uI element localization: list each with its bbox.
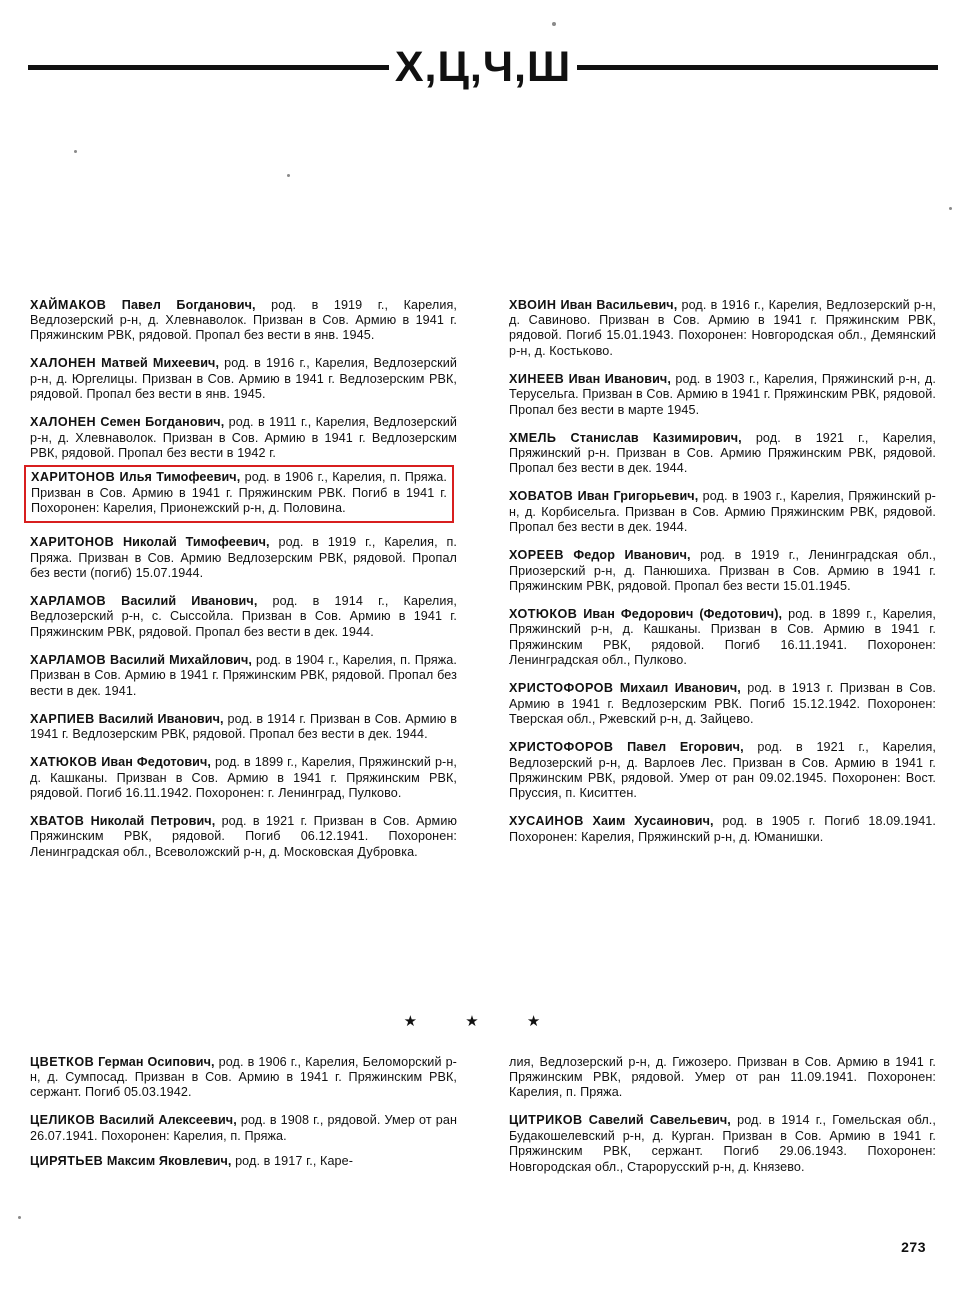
entry-body: род. в 1919 г., Карелия, Ведлозерский р-н, д. Хлевнаволок. Призван в Сов. Армию в 1941 г. Пряжинским РВК, рядовой. Пропал без вести в янв. 1945. (30, 297, 457, 343)
column-right-upper (509, 285, 936, 861)
entry-surname: ХМЕЛЬ (509, 430, 557, 445)
entry-surname: ХАРИТОНОВ (31, 470, 116, 485)
entry-surname: ХВОИН (509, 297, 557, 312)
highlighted-entry (24, 465, 454, 522)
column-right-lower (509, 1042, 936, 1176)
scan-speck (552, 22, 556, 26)
entry (30, 298, 457, 344)
entry-given-name: Савелий Савельевич, (588, 1113, 731, 1128)
entry-surname: ХОТЮКОВ (509, 607, 578, 622)
entry-given-name: Герман Осипович, (98, 1054, 215, 1069)
entry-given-name: Николай Петрович, (90, 813, 216, 828)
entry-body: род. в 1913 г. Призван в Сов. Армию в 1941 г. Ведлозерским РВК. Погиб 15.12.1942. Похоронен: Тверская обл., Ржевский р-н, д. Зайцево. (509, 681, 936, 727)
entry-body: род. в 1908 г., рядовой. Умер от ран 26.07.1941. Похоронен: Карелия, п. Пряжа. (30, 1113, 457, 1143)
entry-continuation (509, 1055, 936, 1101)
entry-surname: ХАРИТОНОВ (30, 535, 115, 550)
entry-surname: ХАРЛАМОВ (30, 594, 107, 609)
entry (30, 1055, 457, 1101)
entry-body: лия, Ведлозерский р-н, д. Гижозеро. Призван в Сов. Армию в 1941 г. Пряжинским РВК, рядовой. Умер от ран 11.09.1941. Похоронен: Карелия, п. Пряжа. (509, 1054, 936, 1100)
entry-surname: ХАЛОНЕН (30, 415, 97, 430)
entry-body: род. в 1905 г. Погиб 18.09.1941. Похоронен: Карелия, Пряжинский р-н, д. Юманишки. (509, 814, 937, 844)
entry-body: род. в 1914 г. Призван в Сов. Армию в 1941 г. Ведлозерским РВК, рядовой. Пропал без вести в дек. 1944. (30, 711, 457, 742)
entry-surname: ХАЛОНЕН (30, 356, 97, 371)
entry (509, 372, 936, 418)
entry (30, 1154, 457, 1169)
entry-surname: ХАТЮКОВ (30, 755, 98, 770)
entry-body: род. в 1906 г., Карелия, Беломорский р-н, д. Сумпосад. Призван в Сов. Армию в 1941 г. Пряжинским РВК, сержант. Погиб 05.03.1942. (30, 1054, 457, 1100)
entry-surname: ЦИРЯТЬЕВ (30, 1154, 104, 1169)
entry (509, 489, 936, 535)
entry-body: род. в 1917 г., Каре- (231, 1154, 354, 1169)
entry-given-name: Василий Иванович, (98, 711, 224, 726)
entry-body: род. в 1914 г., Карелия, Ведлозерский р-н, с. Сыссойла. Призван в Сов. Армию в 1941 г. Пряжинским РВК, рядовой. Пропал без вести в дек. 1944. (30, 594, 457, 639)
entry-given-name: Илья Тимофеевич, (119, 470, 241, 485)
entry-body: род. в 1921 г., Карелия, Ведлозерский р-н, д. Варлоев Лес. Призван в Сов. Армию в 1941 г. Пряжинским РВК, рядовой. Умер от ран 09.02.1945. Похоронен: Вост. Пруссия, п. Киситтен. (509, 740, 936, 801)
entry-surname: ХРИСТОФОРОВ (509, 740, 614, 755)
entry-given-name: Павел Богданович, (121, 297, 256, 312)
entry-given-name: Иван Васильевич, (560, 297, 678, 312)
column-left-upper (30, 285, 457, 861)
entry-surname: ХВАТОВ (30, 813, 85, 828)
entry-body: род. в 1919 г., Ленинградская обл., Приозерский р-н, д. Панюшиха. Призван в Сов. Армию в 1941 г. Пряжинским РВК, рядовой. Пропал без вести 15.01.1945. (509, 548, 937, 594)
entry (30, 535, 457, 581)
entry-body: род. в 1899 г., Карелия, Пряжинский р-н, д. Кашканы. Призван в Сов. Армию в 1941 г. Пряжинским РВК, рядовой. Погиб 16.11.1942. Похоронен: г. Ленинград, Пулково. (30, 755, 457, 800)
lower-columns (30, 1042, 936, 1176)
entry (30, 755, 457, 801)
entry-body: род. в 1903 г., Карелия, Пряжинский р-н, д. Корбисельга. Призван в Сов. Армию Пряжинским РВК, рядовой. Пропал без вести в дек. 1944. (509, 489, 936, 535)
entry-body: род. в 1921 г., Карелия, Пряжинский р-н. Призван в Сов. Армию Пряжинским РВК, рядовой. Пропал без вести в дек. 1944. (509, 430, 936, 476)
entry-given-name: Михаил Иванович, (619, 681, 741, 696)
entry-given-name: Василий Алексеевич, (99, 1113, 237, 1128)
entry-surname: ХАЙМАКОВ (30, 297, 107, 312)
entry (30, 594, 457, 640)
section-divider-stars: ★ ★ ★ (403, 1013, 563, 1030)
entry-body: род. в 1916 г., Карелия, Ведлозерский р-н, д. Юргелицы. Призван в Сов. Армию в 1941 г. Ведлозерским РВК, рядовой. Пропал без вести в янв. 1945. (30, 356, 457, 402)
entry-surname: ХАРЛАМОВ (30, 652, 107, 667)
entry (30, 356, 457, 402)
entry (30, 1113, 457, 1144)
entry-given-name: Хаим Хусаинович, (592, 814, 714, 829)
entry-given-name: Иван Иванович, (568, 371, 671, 386)
entry (30, 653, 457, 699)
entry-surname: ЦВЕТКОВ (30, 1054, 95, 1069)
entry-surname: ХУСАИНОВ (509, 814, 584, 829)
entry-surname: ХРИСТОФОРОВ (509, 681, 614, 696)
entry (30, 712, 457, 743)
entry (509, 1113, 936, 1175)
entry (509, 740, 936, 802)
entry-body: род. в 1906 г., Карелия, п. Пряжа. Призван в Сов. Армию в 1941 г. Пряжинским РВК. Погиб в 1941 г. Похоронен: Карелия, Прионежский р-н, д. Половина. (31, 470, 447, 516)
header-rule-right (577, 65, 938, 70)
entry-body: род. в 1911 г., Карелия, Ведлозерский р-н, д. Хлевнаволок. Призван в Сов. Армию в 1941 г. Ведлозерским РВК, рядовой. Пропал без вести в 1942 г. (30, 415, 457, 461)
page-number: 273 (901, 1239, 926, 1255)
entry-body: род. в 1899 г., Карелия, Пряжинский р-н, д. Кашканы. Призван в Сов. Армию в 1941 г. Пряжинским РВК, рядовой. Погиб 16.11.1941. Похоронен: Ленинградская обл., Пулково. (509, 607, 936, 668)
entry-surname: ХИНЕЕВ (509, 371, 565, 386)
column-left-lower (30, 1042, 457, 1176)
entry (509, 298, 936, 360)
upper-columns (30, 285, 936, 861)
page-header (28, 36, 938, 98)
header-rule-left (28, 65, 389, 70)
entry-surname: ЦЕЛИКОВ (30, 1113, 96, 1128)
entry-given-name: Иван Федорович (Федотович), (583, 607, 783, 622)
scan-speck (287, 174, 290, 177)
entry-body: род. в 1916 г., Карелия, Ведлозерский р-н, д. Савиново. Призван в Сов. Армию в 1941 г. Пряжинским РВК, рядовой. Погиб 15.01.1943. Похоронен: Новгородская обл., Демянский р-н, д. Костьково. (509, 297, 936, 358)
entry-body: род. в 1904 г., Карелия, п. Пряжа. Призван в Сов. Армию в 1941 г. Пряжинским РВК, рядовой. Пропал без вести в дек. 1941. (30, 652, 457, 698)
entry-given-name: Николай Тимофеевич, (122, 535, 270, 550)
entry-given-name: Максим Яковлевич, (106, 1154, 232, 1169)
entry (30, 814, 457, 860)
entry-given-name: Станислав Казимирович, (570, 430, 742, 445)
scan-speck (949, 207, 952, 210)
entry (509, 814, 936, 845)
entry-given-name: Иван Федотович, (101, 755, 212, 770)
entry-given-name: Павел Егорович, (627, 740, 744, 755)
entry (509, 548, 936, 594)
entry-given-name: Василий Михайлович, (110, 652, 253, 667)
entry-surname: ХОРЕЕВ (509, 548, 564, 563)
entry-given-name: Иван Григорьевич, (577, 489, 699, 504)
entry-given-name: Семен Богданович, (100, 415, 225, 430)
scan-speck (74, 150, 77, 153)
entry-body: род. в 1921 г. Призван в Сов. Армию Пряжинским РВК, рядовой. Погиб 06.12.1941. Похоронен: Ленинградская обл., Всеволожский р-н, д. Московская Дубровка. (30, 813, 457, 859)
entry-surname: ЦИТРИКОВ (509, 1113, 583, 1128)
entry-surname: ХАРПИЕВ (30, 711, 95, 726)
entry (30, 415, 457, 461)
entry-body: род. в 1914 г., Гомельская обл., Будакошелевский р-н, д. Курган. Призван в Сов. Армию в 1941 г. Пряжинским РВК, сержант. Погиб 29.06.1943. Похоронен: Новгородская обл., Старорусский р-н, д. Князево. (509, 1113, 937, 1174)
entry (509, 431, 936, 477)
entry-body: род. в 1903 г., Карелия, Пряжинский р-н, д. Терусельга. Призван в Сов. Армию в 1941 г. Пряжинским РВК, рядовой. Пропал без вести в марте 1945. (509, 371, 936, 417)
scan-speck (18, 1216, 21, 1219)
page-title: Х,Ц,Ч,Ш (394, 42, 572, 91)
entry-body: род. в 1919 г., Карелия, п. Пряжа. Призван в Сов. Армию Ведлозерским РВК, рядовой. Пропал без вести (погиб) 15.07.1944. (30, 535, 457, 581)
entry (509, 607, 936, 669)
entry-given-name: Василий Иванович, (121, 594, 258, 609)
entry-surname: ХОВАТОВ (509, 489, 574, 504)
entry-given-name: Федор Иванович, (573, 548, 691, 563)
entry (509, 681, 936, 727)
entry-given-name: Матвей Михеевич, (101, 356, 220, 371)
